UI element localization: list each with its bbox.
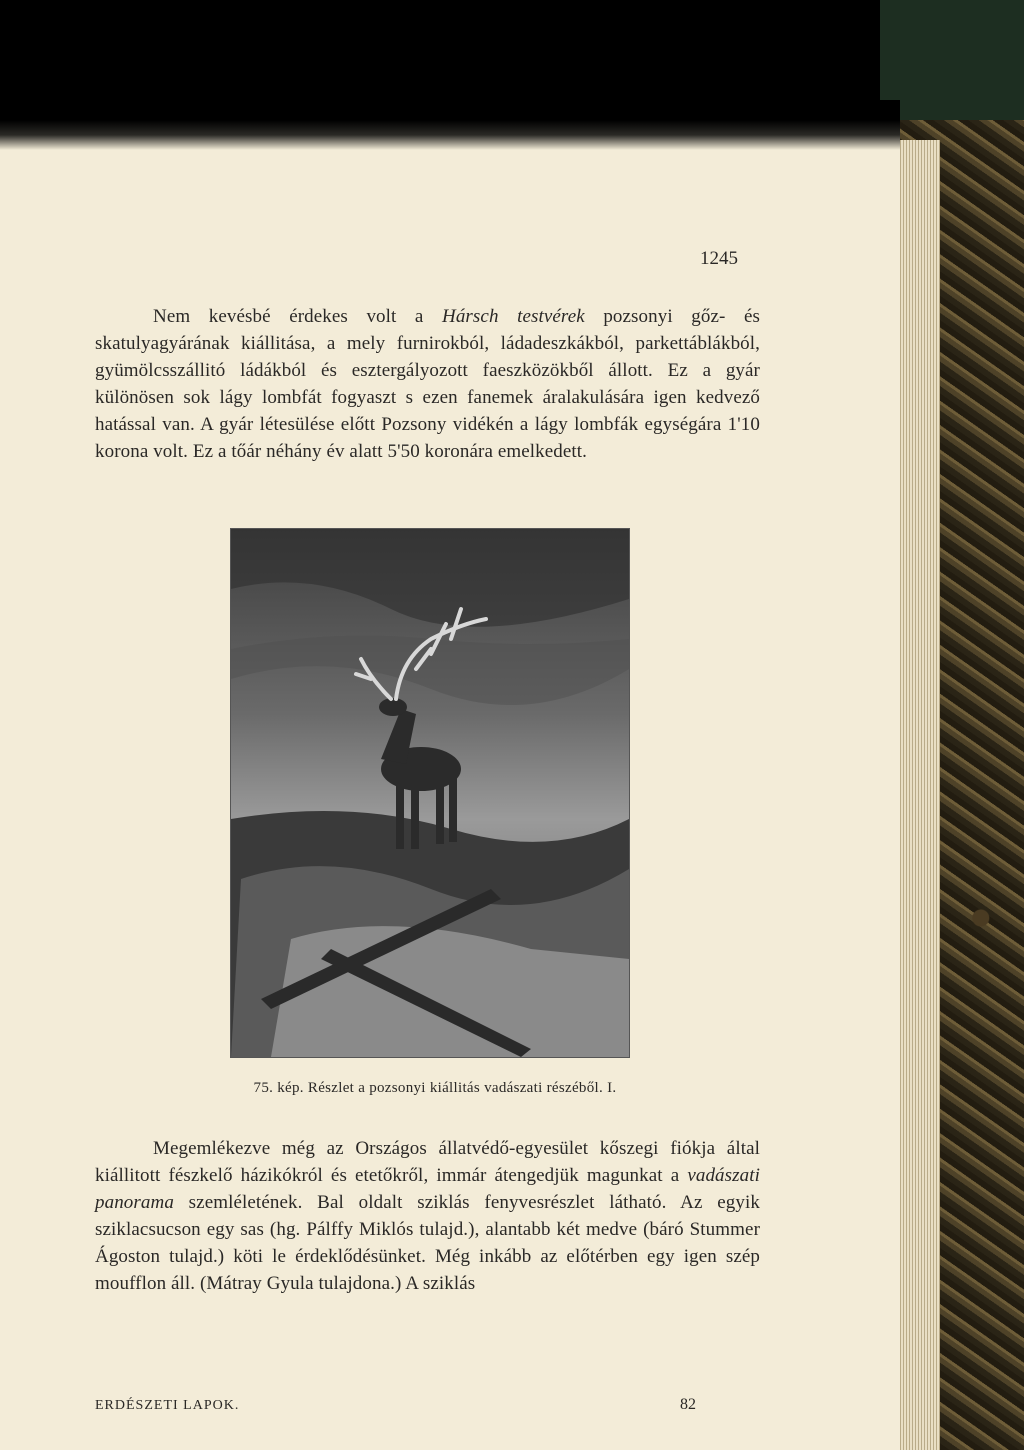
paragraph-1-start: Nem kevésbé érdekes volt a [153, 306, 442, 327]
paragraph-1 [95, 303, 760, 465]
panorama-term: vadászati panorama [95, 1165, 760, 1213]
paragraph-1-rest: pozsonyi gőz- és skatulyagyárának kiállitása, a mely furnirokból, ládadeszkákból, parkettáblákból, gyümölcsszállitó ládákból és esztergályozott faeszközökből állott. Ez a gyár különösen sok lágy lombfát fogyaszt s ezen fanemek áralakulására igen kedvező hatással van. A gyár létesülése előtt Pozsony vidékén a lágy lombfák egységára 1'10 korona volt. Ez a tőár néhány év alatt 5'50 koronára emelkedett. [95, 306, 760, 462]
paragraph-2-rest: szemléletének. Bal oldalt sziklás fenyvesrészlet látható. Az egyik sziklacsucson egy sas (hg. Pálffy Miklós tulajd.), alantabb két medve (báró Stummer Ágoston tulajd.) köti le érdeklődésünket. Még inkább az előtérben egy igen szép moufflon áll. (Mátray Gyula tulajdona.) A sziklás [95, 1192, 760, 1294]
page-number: 1245 [700, 248, 738, 269]
page-top-shadow [0, 100, 900, 150]
paragraph-2-start: Megemlékezve még az Országos állatvédő-egyesület kőszegi fiókja által kiállitott fészkelő házikókról és etetőkről, immár átengedjük magunkat a [95, 1138, 760, 1186]
stag-photograph [230, 528, 630, 1058]
journal-name: ERDÉSZETI LAPOK. [95, 1398, 240, 1413]
company-name: Hársch testvérek [442, 306, 585, 327]
paragraph-2 [95, 1135, 760, 1297]
sheet-signature: 82 [680, 1396, 696, 1413]
stag-illustration [231, 529, 629, 1057]
figure-caption: 75. kép. Részlet a pozsonyi kiállitás vadászati részéből. I. [253, 1080, 617, 1096]
